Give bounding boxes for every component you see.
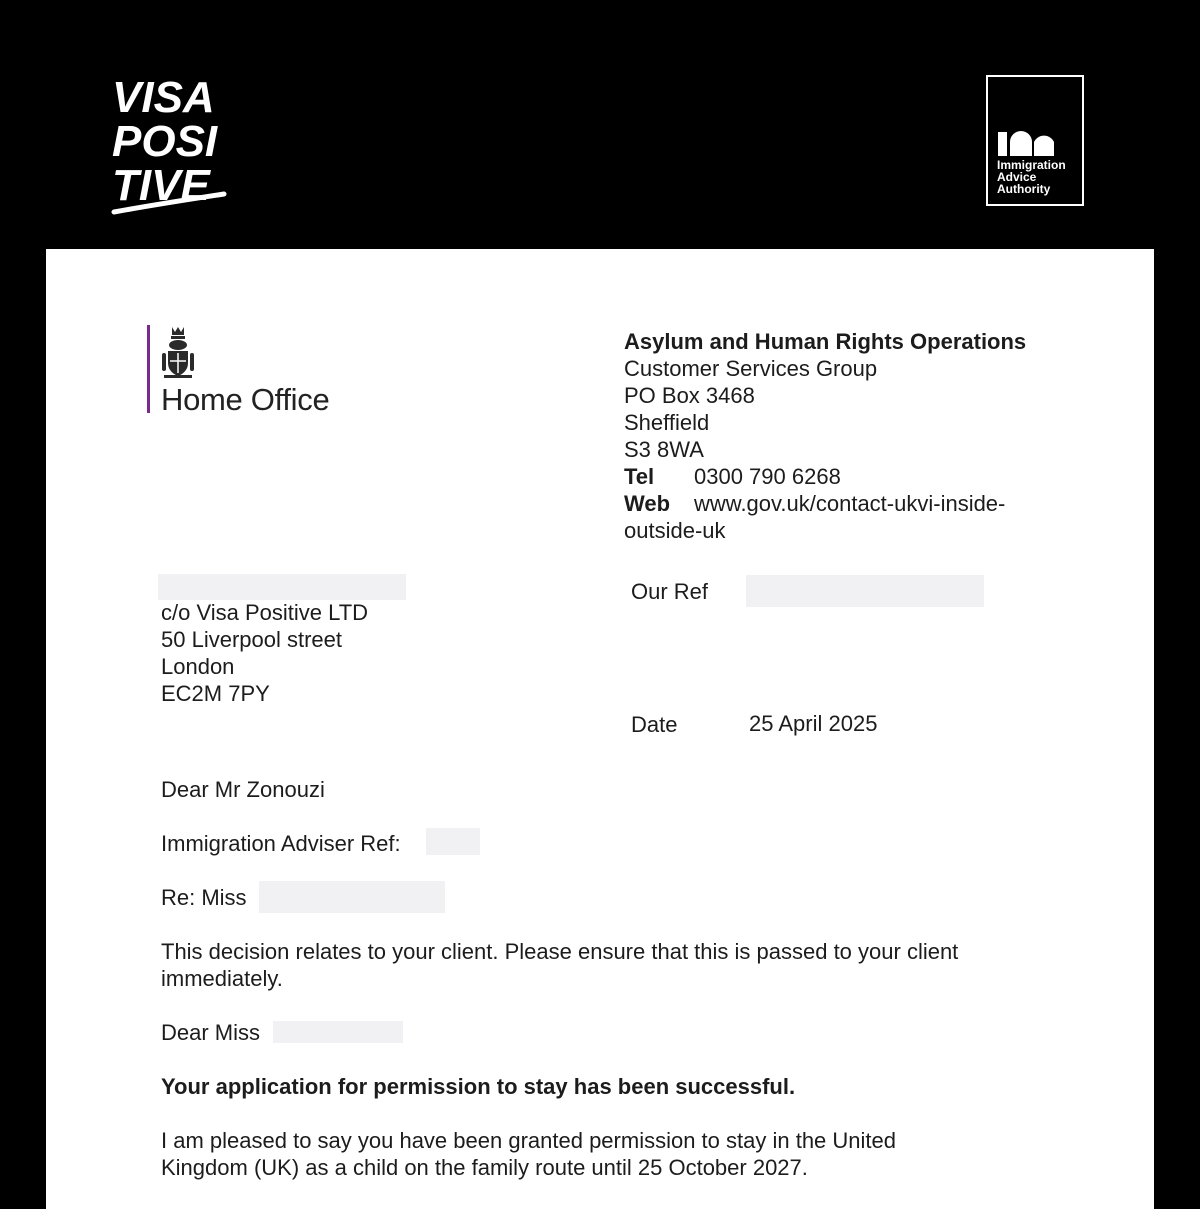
sender-tel-row — [624, 463, 1026, 490]
logo-line-1: VISA — [112, 73, 215, 122]
date-value: 25 April 2025 — [749, 711, 878, 736]
iaa-line-2: Advice — [997, 170, 1037, 184]
iaa-line-1: Immigration — [997, 158, 1066, 172]
web-label: Web — [624, 491, 671, 516]
salutation-2: Dear Miss — [161, 1020, 261, 1045]
visa-positive-logo-graphic — [108, 70, 238, 220]
re-label: Re: Miss — [161, 885, 247, 910]
logo-line-3: TIVE — [112, 161, 210, 210]
body-paragraph-1-line-2: immediately. — [161, 966, 283, 991]
sender-web-row — [624, 490, 1026, 517]
sender-block — [624, 328, 1026, 544]
recipient-line-2: 50 Liverpool street — [161, 627, 342, 652]
our-ref-label: Our Ref — [631, 579, 709, 604]
tel-label: Tel — [624, 464, 655, 489]
recipient-line-1: c/o Visa Positive LTD — [161, 600, 369, 625]
iaa-text — [997, 159, 1066, 195]
redacted-our-ref — [746, 575, 984, 607]
body-paragraph-2-line-2: Kingdom (UK) as a child on the family route until 25 October 2027. — [161, 1155, 808, 1180]
sender-city: Sheffield — [624, 410, 710, 435]
salutation: Dear Mr Zonouzi — [161, 777, 325, 802]
sender-name: Asylum and Human Rights Operations — [624, 329, 1027, 354]
sender-postcode: S3 8WA — [624, 437, 704, 462]
redacted-client-first-name — [273, 1021, 403, 1043]
date-label: Date — [631, 712, 678, 737]
body-paragraph-1-line-1: This decision relates to your client. Please ensure that this is passed to your client — [161, 939, 959, 964]
iaa-badge — [986, 75, 1084, 206]
logo-line-2: POSI — [112, 117, 218, 166]
web-value-line-1: www.gov.uk/contact-ukvi-inside- — [694, 491, 1006, 516]
department-name: Home Office — [161, 382, 330, 417]
web-value-line-2: outside-uk — [624, 518, 726, 543]
crest-divider — [147, 325, 150, 413]
decision-headline: Your application for permission to stay has been successful. — [161, 1074, 796, 1099]
iaa-mark-icon — [997, 129, 1055, 157]
redacted-adviser-ref — [426, 828, 480, 855]
redacted-client-name — [259, 881, 445, 913]
recipient-line-4: EC2M 7PY — [161, 681, 270, 706]
recipient-line-3: London — [161, 654, 235, 679]
sender-po-box: PO Box 3468 — [624, 383, 755, 408]
sender-group: Customer Services Group — [624, 356, 878, 381]
visa-positive-logo — [108, 70, 238, 220]
iaa-line-3: Authority — [997, 182, 1051, 196]
body-paragraph-2-line-1: I am pleased to say you have been granted permission to stay in the United — [161, 1128, 896, 1153]
adviser-ref-label: Immigration Adviser Ref: — [161, 831, 401, 856]
royal-crest-icon — [160, 325, 196, 381]
redacted-recipient-name — [158, 574, 406, 600]
tel-value: 0300 790 6268 — [694, 464, 841, 489]
